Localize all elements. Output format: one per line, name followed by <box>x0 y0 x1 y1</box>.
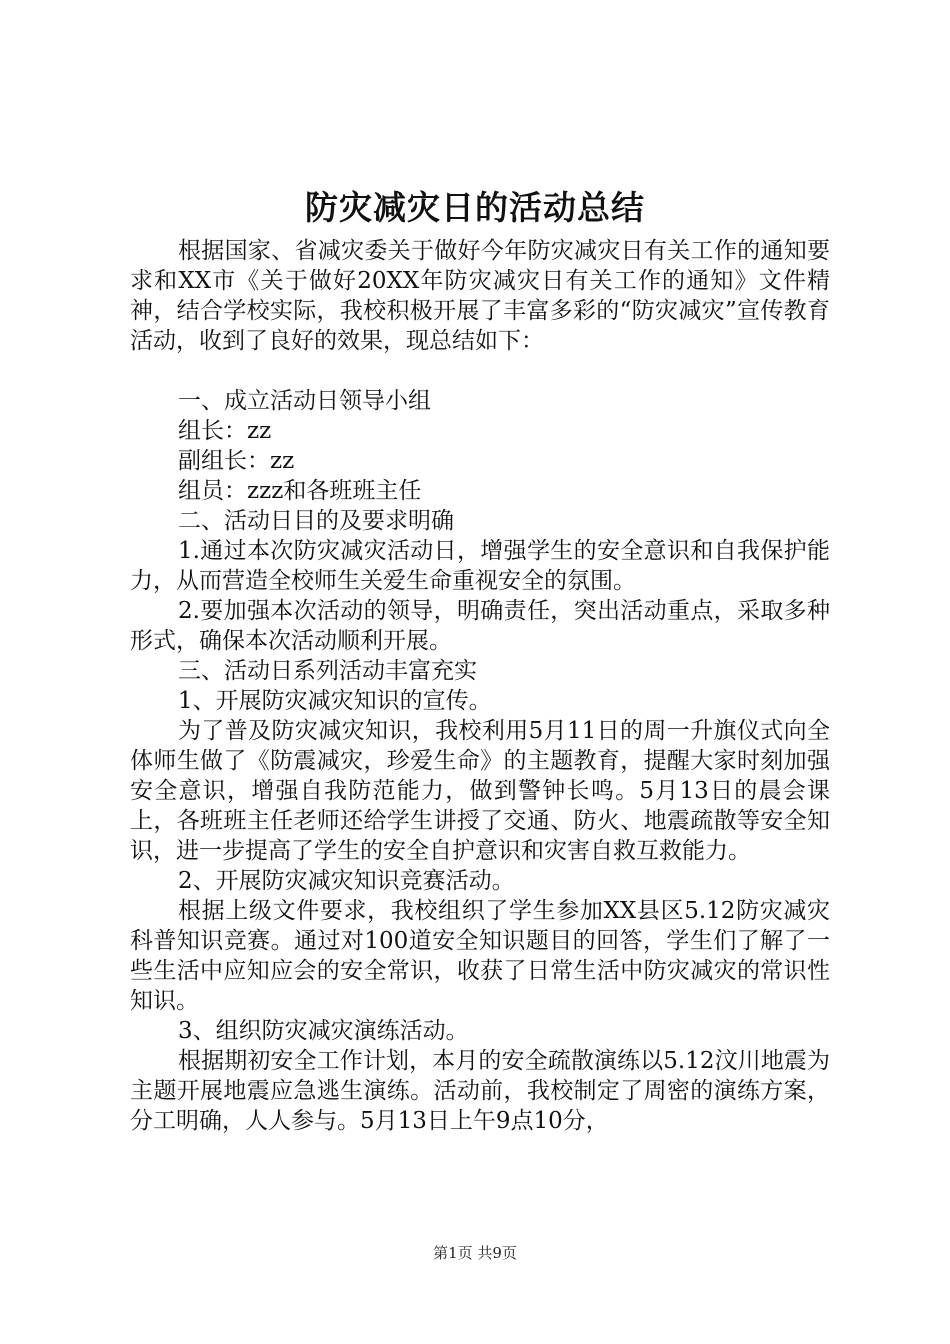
section-heading-3: 三、活动日系列活动丰富充实 <box>178 658 477 684</box>
leader-line: 组长：zz <box>178 418 272 444</box>
section-heading-1: 一、成立活动日领导小组 <box>178 388 431 414</box>
activity-heading-2: 2、开展防灾减灾知识竞赛活动。 <box>178 868 515 894</box>
section-heading-2: 二、活动日目的及要求明确 <box>178 508 454 534</box>
activity-heading-1: 1、开展防灾减灾知识的宣传。 <box>178 688 492 714</box>
document-title: 防灾减灾日的活动总结 <box>305 188 645 227</box>
members-line: 组员：zzz和各班班主任 <box>178 478 422 504</box>
activity-heading-3: 3、组织防灾减灾演练活动。 <box>178 1018 469 1044</box>
document-body <box>130 236 830 1136</box>
page-number-footer: 第1页 共9页 <box>433 1244 517 1262</box>
activity-paragraph-1: 为了普及防灾减灾知识，我校利用5月11日的周一升旗仪式向全体师生做了《防震减灾，珍爱生命》的主题教育，提醒大家时刻加强安全意识，增强自我防范能力，做到警钟长鸣。5月13日的晨会课上，各班班主任老师还给学生讲授了交通、防火、地震疏散等安全知识，进一步提高了学生的安全自护意识和灾害自救互救能力。 <box>130 718 830 864</box>
purpose-item-1: 1.通过本次防灾减灾活动日，增强学生的安全意识和自我保护能力，从而营造全校师生关爱生命重视安全的氛围。 <box>130 538 830 594</box>
deputy-leader-line: 副组长：zz <box>178 448 295 474</box>
purpose-item-2: 2.要加强本次活动的领导，明确责任，突出活动重点，采取多种形式，确保本次活动顺利开展。 <box>130 598 830 654</box>
activity-paragraph-3: 根据期初安全工作计划，本月的安全疏散演练以5.12汶川地震为主题开展地震应急逃生演练。活动前，我校制定了周密的演练方案，分工明确，人人参与。5月13日上午9点10分， <box>130 1048 830 1134</box>
intro-paragraph: 根据国家、省减灾委关于做好今年防灾减灾日有关工作的通知要求和XX市《关于做好20XX年防灾减灾日有关工作的通知》文件精神，结合学校实际，我校积极开展了丰富多彩的“防灾减灾”宣传教育活动，收到了良好的效果，现总结如下： <box>130 238 830 354</box>
activity-paragraph-2: 根据上级文件要求，我校组织了学生参加XX县区5.12防灾减灾科普知识竞赛。通过对100道安全知识题目的回答，学生们了解了一些生活中应知应会的安全常识，收获了日常生活中防灾减灾的常识性知识。 <box>130 898 830 1014</box>
